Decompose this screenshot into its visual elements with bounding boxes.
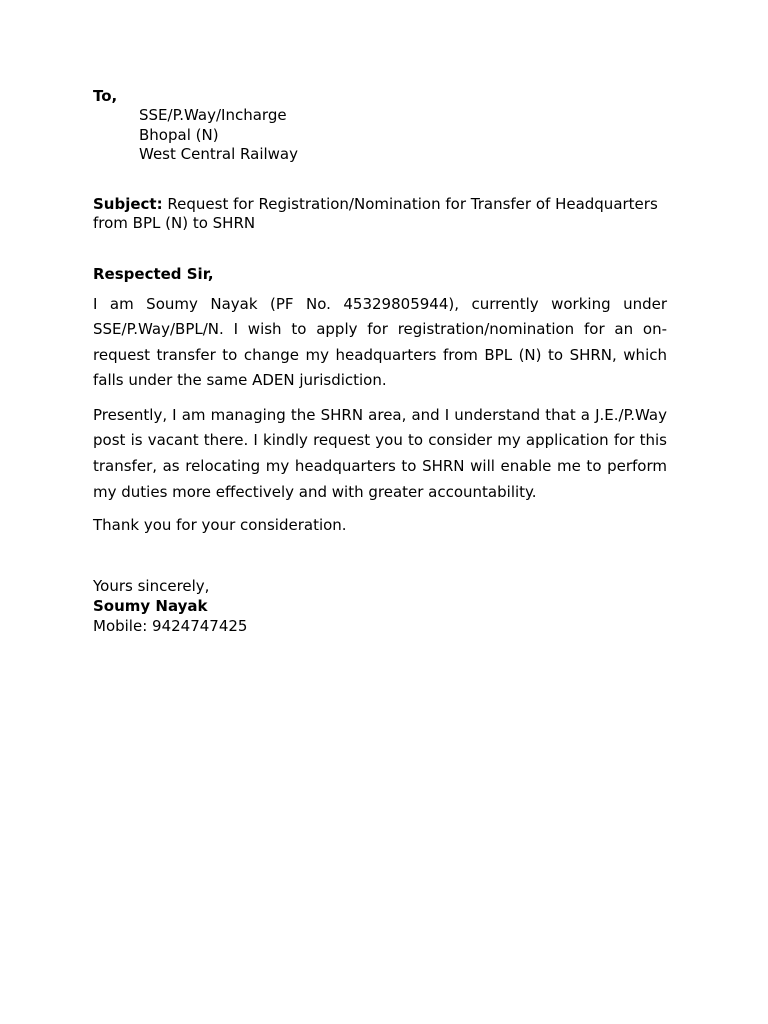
- body-paragraph-introduction: I am Soumy Nayak (PF No. 45329805944), currently working under SSE/P.Way/BPL/N. I wish to apply for registration/nomination for an on-request transfer to change my headquarters from BPL (N) to SHRN, which falls under the same ADEN jurisdiction.: [93, 294, 667, 390]
- subject-text: Request for Registration/Nomination for Transfer of Headquarters from BPL (N) to SHRN: [93, 194, 658, 232]
- closing-block: [93, 576, 667, 636]
- mobile-number: Mobile: 9424747425: [93, 617, 248, 636]
- address-line-location: Bhopal (N): [139, 125, 219, 144]
- subject-label: Subject:: [93, 194, 163, 213]
- signature-name: Soumy Nayak: [93, 597, 208, 616]
- thanks-line: Thank you for your consideration.: [93, 516, 347, 535]
- recipient-address: [93, 106, 667, 165]
- subject-line: [93, 195, 667, 234]
- salutation: Respected Sir,: [93, 264, 214, 283]
- letter-body: [93, 86, 667, 636]
- recipient-label: To,: [93, 87, 118, 105]
- closing-phrase: Yours sincerely,: [93, 577, 210, 596]
- address-line-organization: West Central Railway: [139, 145, 298, 163]
- address-line-designation: SSE/P.Way/Incharge: [139, 106, 287, 124]
- body-paragraph-request: Presently, I am managing the SHRN area, and I understand that a J.E./P.Way post is vacant there. I kindly request you to consider my application for this transfer, as relocating my headquarters to SHRN will enable me to perform my duties more effectively and with greater accountability.: [93, 405, 667, 501]
